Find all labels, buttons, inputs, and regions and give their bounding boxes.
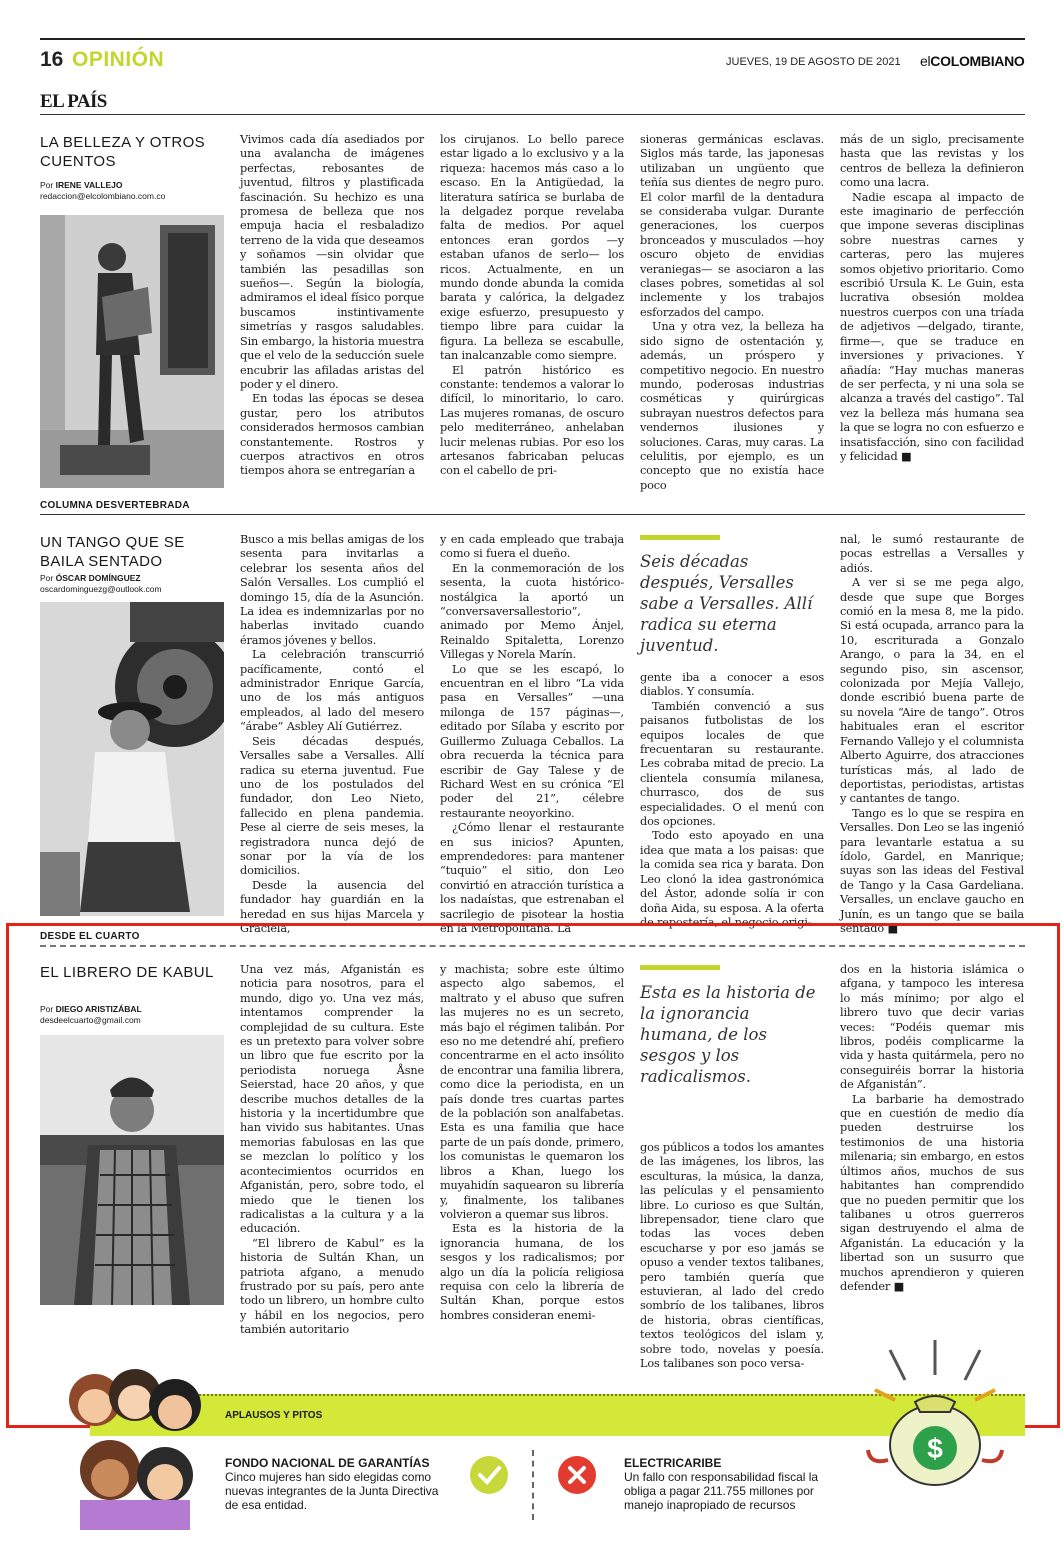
article1-author: IRENE VALLEJO [55, 180, 123, 190]
paragraph: Vivimos cada día asediados por una avalancha de imágenes perfectas, rebosantes de juventud, filtros y plastificada fascinación. Su hechizo es una promesa de belleza que nos empuja hacia el resbaladizo terreno de la vida que deseamos y soñamos —sin olvidar que también las pesadillas son sueños—. Según la biología, admiramos el ideal físico porque buscamos instintivamente simetrías y rasgos saludables. Sin embargo, la historia muestra que el velo de la seducción suele encubrir las afiladas aristas del poder y el dinero. [240, 133, 424, 391]
section-rule [40, 514, 1025, 515]
paragraph: A ver si se me pega algo, desde que supe que Borges comió en la mesa 8, me la pido. Si está ocupada, arranco para la 10, escriturada a Gonzalo Arango, o para la 34, en el segundo piso, sin ascensor, colonizada por Mejía Vallejo, donde escribió buena parte de su novela “Aire de tango”. Otros habituales eran el escritor Fernando Vallejo y el columnista Alberto Aguirre, dos atracciones turísticas más, al lado de deportistas, periodistas, artistas y cantantes de tango. [840, 576, 1024, 806]
paragraph: gos públicos a todos los amantes de las imágenes, los libros, las esculturas, la música, la danza, las películas y el pensamiento libre. Lo curioso es que Sultán, librepensador, tiene claro que todas las voces deben escucharse y por eso jamás se opuso a vender textos talibanes, pero también quería que estuvieran, al lado del credo sombrío de los talibanes, libros de historia, obras científicas, textos teológicos del islam y, sobre todo, novelas y poesía. Los talibanes son poco versa- [640, 1141, 824, 1371]
dateline: JUEVES, 19 DE AGOSTO DE 2021 [726, 56, 901, 68]
article1-column-1 [240, 133, 424, 479]
paragraph: sioneras germánicas esclavas. Siglos más tarde, las japonesas utilizaban un ungüento que teñía sus dientes de negro puro. El color marfil de la dentadura se consideraba vulgar. Durante generaciones, los cuerpos bronceados y musculados —hoy oscuro objeto de envidias veraniegas— se asociaron a las clases pobres, sometidas al sol inclemente y los trabajos esforzados del campo. [640, 133, 824, 319]
paragraph: Tango es lo que se respira en Versalles. Don Leo se las ingenió para levantarle estatua a su ídolo, Gardel, en Manrique; suyas son las ideas del Festival de Tango y la Casa Gardeliana. Versalles, un enclave gaucho en Junín, es un tango que se baila sentado ■ [840, 806, 1024, 935]
aplausos-left-title: FONDO NACIONAL DE GARANTÍAS [225, 1456, 430, 1470]
pullquote-accent [640, 535, 720, 540]
aplausos-right-title: ELECTRICARIBE [624, 1456, 722, 1470]
paragraph: y machista; sobre este último aspecto algo sabemos, el maltrato y el abuso que sufren las mujeres no es un secreto, más bajo el régimen talibán. Por eso no me detendré ahí, prefiero concentrarme en el acto insólito de encontrar una familia librera, como dice la periodista, en un país donde tres cuartas partes de la población son analfabetas. Esta es una familia que hace parte de un país donde, primero, los comunistas le quemaron los libros a Khan, luego los muyahidín saquearon su librería y, finalmente, los talibanes volvieron a quemar sus libros. [440, 963, 624, 1221]
paragraph: En todas las épocas se desea gustar, pero los atributos considerados hermosos cambian constantemente. Rostros y cuerpos atractivos en otros tiempos ahora se entregarían a [240, 392, 424, 478]
paragraph: “El librero de Kabul” es la historia de Sultán Khan, un patriota afgano, a menudo frustrado por su país, pero ante todo un librero, un hombre culto y hábil en los negocios, pero también autoritario [240, 1236, 424, 1337]
article2-column-1 [240, 533, 424, 936]
paragraph: y en cada empleado que trabaja como si fuera el dueño. [440, 533, 624, 561]
women-illustration [55, 1360, 215, 1530]
svg-text:$: $ [927, 1433, 943, 1464]
paragraph: También convenció a sus paisanos futbolistas de los equipos locales de que frecuentaran su restaurante. Les cobraba mitad de precio. La clientela consumía milanesa, churrasco, dos de sus especialidades. O el menú con dos opciones. [640, 699, 824, 829]
masthead-logo [920, 53, 1025, 69]
article2-column-2 [440, 533, 624, 936]
paragraph: Busco a mis bellas amigas de los sesenta para invitarlas a celebrar los sesenta años del Salón Versalles. Los cumplió el domingo 15, día de la Asunción. La idea es indemnizarlas por no haberlas invitado cuando éramos jóvenes y bellos. [240, 533, 424, 647]
columnist-photo [40, 602, 224, 916]
byline-prefix: Por [40, 1004, 54, 1014]
paragraph: dos en la historia islámica o afgana, y tampoco les interesa lo más mínimo; por algo el librero tuvo que decir varias veces: “Podéis quemar mis libros, podéis complicarme la vida y hasta quitármela, pero no conseguiréis borrar la historia de Afganistán”. [840, 963, 1024, 1092]
article2-column-3 [640, 671, 824, 930]
paragraph: Una vez más, Afganistán es noticia para nosotros, para el mundo, digo yo. Una vez más, intentamos comprender la complejidad de su cultura. Este es un pretexto para volver sobre un libro que fue escrito por la periodista noruega Åsne Seierstad, hace 20 años, y que describe muchos detalles de la historia y la incertidumbre que han vivido sus habitantes. Unas memorias fabulosas en las que se mezclan lo político y los acontecimientos ocurridos en Afganistán, pero, sobre todo, el miedo que le tienen los radicalistas a la cultura y a la educación. [240, 963, 424, 1236]
paragraph: Lo que se les escapó, lo encuentran en el libro “La vida pasa en Versalles” —una milonga de 157 páginas—, editado por Sílaba y escrito por Guillermo Zuluaga Ceballos. La obra recuerda la técnica para escribir de Gay Talese y de Richard West en su crónica “El poder del 21”, célebre restaurante neoyorkino. [440, 662, 624, 820]
paragraph: Desde la ausencia del fundador hay guardián en la heredad en sus hijas Marcela y Graciela, [240, 878, 424, 935]
paragraph: Seis décadas después, Versalles sabe a Versalles. Allí radica su eterna juventud. Fue uno de los postulados del fundador, don Leo Nieto, fallecido en plena pandemia. Pese al cierre de seis meses, la registradora nunca dejó de sonar por la vía de los domicilios. [240, 734, 424, 878]
article1-column-4 [840, 133, 1024, 464]
article2-author: ÓSCAR DOMÍNGUEZ [55, 573, 141, 583]
paragraph: gente iba a conocer a esos diablos. Y consumía. [640, 671, 824, 699]
paragraph: Todo esto apoyado en una idea que mata a los paisas: que la comida sea rica y barata. Don Leo clonó la idea gastronómica del Ástor, adonde solía ir con doña Aida, su esposa. A la oferta de repostería, el negocio origi- [640, 829, 824, 929]
paragraph: En la conmemoración de los sesenta, la cuota histórico-nostálgica la aportó un “conversaversallestorio”, animado por Memo Ánjel, Reinaldo Spitaletta, Lorenzo Villegas y Norela Marín. [440, 561, 624, 662]
article2-column-4 [840, 533, 1024, 936]
check-icon [470, 1456, 508, 1494]
paragraph: los cirujanos. Lo bello parece estar ligado a lo exclusivo y a la riqueza: hacemos más caso a lo escaso. En la Antigüedad, la literatura satírica se burlaba de la delgadez porque revelaba falta de medios. Por aquel entonces eran gordos —y estaban ufanos de serlo— los ricos. Actualmente, en un mundo donde abunda la comida barata y calórica, la delgadez exige esfuerzo, presupuesto y tiempo libre para cuidar la figura. La belleza se escabulle, tan inalcanzable como siempre. [440, 133, 624, 363]
article2-email: oscardominguezg@outlook.com [40, 584, 162, 594]
paragraph: El patrón histórico es constante: tendemos a valorar lo difícil, lo minoritario, lo caro. Las mujeres romanas, de oscuro pelo mediterráneo, anhelaban lucir melenas rubias. Por eso los artesanos fabricaban pelucas con el cabello de pri- [440, 363, 624, 478]
page-number: 16 [40, 48, 64, 71]
money-bag-illustration [860, 1340, 1010, 1490]
article3-headline: EL LIBRERO DE KABUL [40, 964, 214, 981]
paragraph: más de un siglo, precisamente hasta que las revistas y los centros de belleza la definieron como una lacra. [840, 133, 1024, 190]
paragraph: Esta es la historia de la ignorancia humana, de los sesgos y los radicalismos; por algo un día la policía religiosa requisa con celo la librería de Sultán Khan, porque estos hombres consideran enemi- [440, 1222, 624, 1322]
paragraph: La barbarie ha demostrado que en cuestión de medio día pueden destruirse los testimonios de una historia milenaria; sin embargo, en estos últimos años, muchos de sus habitantes han comprendido que no pueden permitir que los talibanes u otros guerreros sigan destruyendo el alma de Afganistán. La educación y la libertad son un susurro que muchos aprendieron y quieren defender ■ [840, 1092, 1024, 1293]
article2-kicker: COLUMNA DESVERTEBRADA [40, 500, 190, 511]
article3-email: desdeelcuarto@gmail.com [40, 1015, 141, 1025]
article3-author: DIEGO ARISTIZÁBAL [55, 1004, 142, 1014]
top-rule [40, 38, 1025, 40]
article1-column-3 [640, 133, 824, 493]
statue-photo [40, 215, 224, 488]
byline-prefix: Por [40, 573, 54, 583]
article2-byline [40, 573, 230, 595]
article1-headline: LA BELLEZA Y OTROS CUENTOS [40, 134, 206, 170]
source-label: EL PAÍS [40, 91, 107, 112]
article1-column-2 [440, 133, 624, 479]
masthead-prefix: el [920, 53, 931, 69]
paragraph: nal, le sumó restaurante de pocas estrellas a Versalles y adiós. [840, 533, 1024, 575]
masthead-name: COLOMBIANO [930, 53, 1025, 69]
paragraph: Una y otra vez, la belleza ha sido signo de ostentación y, además, un próspero y competitivo negocio. En nuestro mundo, poderosas industrias cosméticas y quirúrgicas subrayan nuestros defectos para vendernos ilusiones y soluciones. Caras, muy caras. La celulitis, por ejemplo, es un concepto que no existía hace poco [640, 320, 824, 492]
divider [532, 1450, 534, 1520]
article1-email: redaccion@elcolombiano.com.co [40, 191, 166, 201]
paragraph: ¿Cómo llenar el restaurante en sus inicios? Apunten, emprendedores: para mantener “tuquio” el sitio, don Leo convirtió en atracción turística a los nadaístas, que estrenaban el sacrilegio de pisotear la hostia en la Metropolitana. La [440, 821, 624, 935]
section-title: OPINIÓN [72, 48, 165, 71]
aplausos-right-body: Un fallo con responsabilidad fiscal la obliga a pagar 211.755 millones por manejo inapropiado de recursos [624, 1470, 819, 1512]
aplausos-title: APLAUSOS Y PITOS [225, 1410, 323, 1421]
aplausos-left-body: Cinco mujeres han sido elegidas como nuevas integrantes de la Junta Directiva de esa entidad. [225, 1470, 439, 1512]
cross-icon [558, 1456, 596, 1494]
header-rule [40, 114, 1025, 115]
article1-byline [40, 180, 230, 202]
article3-kicker: DESDE EL CUARTO [40, 931, 140, 942]
paragraph: La celebración transcurrió pacíficamente, contó el administrador Enrique García, uno de los más antiguos empleados, al lado del mesero “árabe” Asbley Alí Gutiérrez. [240, 648, 424, 734]
paragraph: Nadie escapa al impacto de este imaginario de perfección que impone severas disciplinas sobre nuestras carnes y carteras, pero las mujeres somos objetivo prioritario. Como escribió Ursula K. Le Guin, esta lucrativa obsesión moldea nuestros cuerpos con una tríada de adjetivos —delgado, tirante, firme—, que se traduce en inversiones y privaciones. Y añadía: “Hay muchas maneras de ser perfecta, y ni una sola se alcanza a través del castigo”. Tal vez la belleza más humana sea la que se logra no con esfuerzo e insatisfacción, sino con facilidad y felicidad ■ [840, 190, 1024, 463]
article2-pullquote: Seis décadas después, Versalles sabe a Versalles. Allí radica su eterna juventud. [640, 552, 813, 655]
byline-prefix: Por [40, 180, 54, 190]
article3-pullquote: Esta es la historia de la ignorancia humana, de los sesgos y los radicalismos. [640, 983, 816, 1086]
article2-headline: UN TANGO QUE SE BAILA SENTADO [40, 534, 185, 570]
